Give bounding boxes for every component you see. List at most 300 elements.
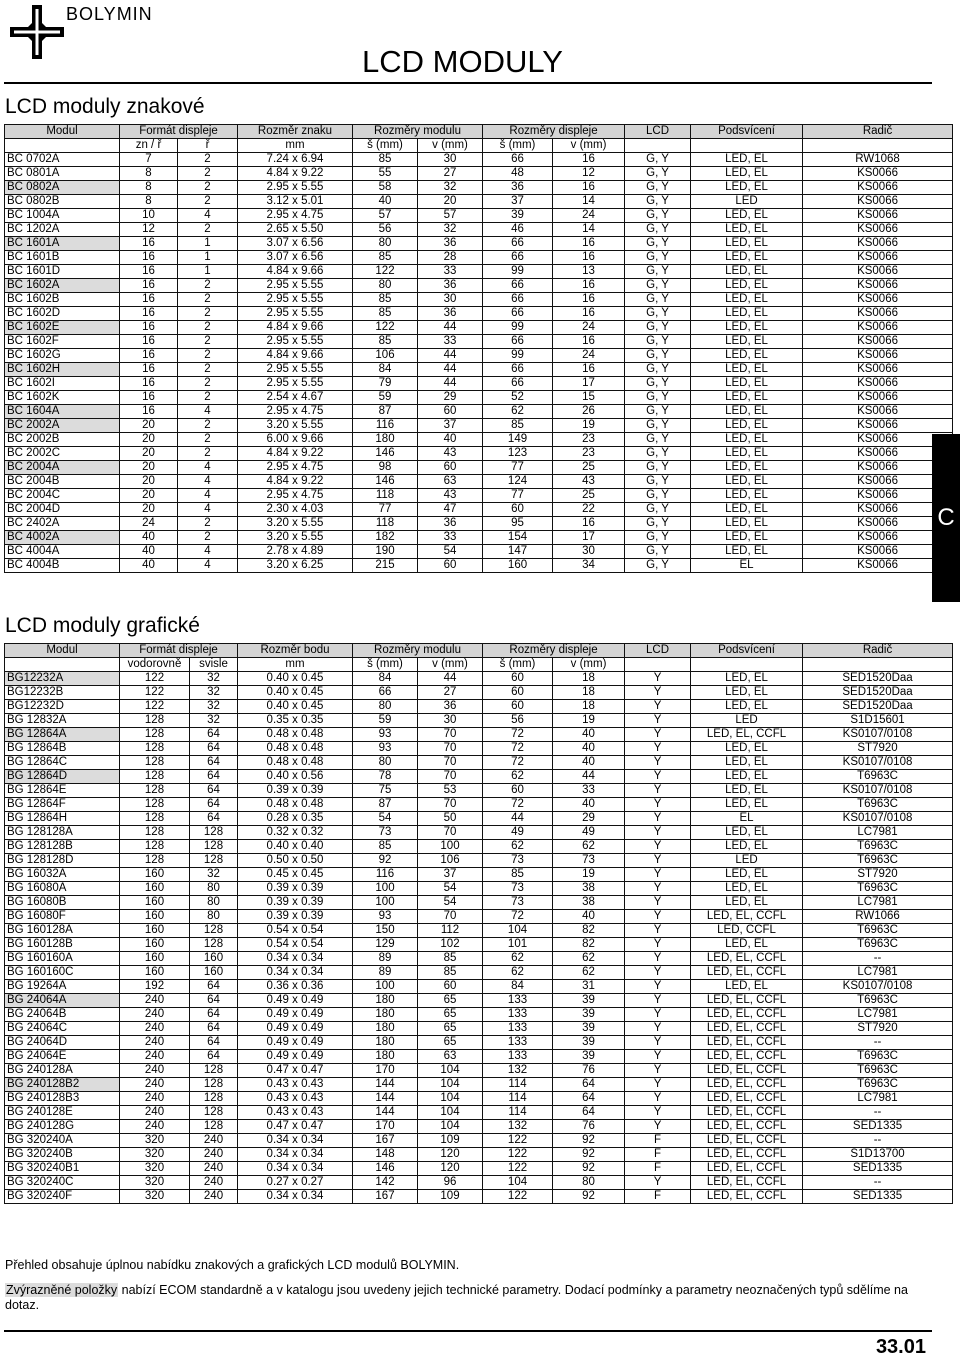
model-cell: BG 160160C — [5, 966, 120, 980]
table-cell: LED, EL — [691, 433, 803, 447]
table-cell: 44 — [418, 349, 483, 363]
table-cell: G, Y — [625, 181, 691, 195]
table-cell: 76 — [553, 1120, 625, 1134]
table-cell: 4 — [178, 405, 238, 419]
table-cell: 36 — [418, 237, 483, 251]
table-cell: LED, EL — [691, 293, 803, 307]
table-cell: G, Y — [625, 153, 691, 167]
table-cell: KS0066 — [803, 545, 953, 559]
column-subheader: š (mm) — [353, 139, 418, 153]
table-cell: KS0066 — [803, 349, 953, 363]
table-row — [5, 1176, 953, 1190]
header-row — [5, 125, 953, 139]
table-cell: 40 — [553, 728, 625, 742]
table-row — [5, 924, 953, 938]
table-cell: 4 — [178, 461, 238, 475]
table-cell: 133 — [483, 1036, 553, 1050]
section-title-character: LCD moduly znakové — [5, 95, 205, 118]
page-number: 33.01 — [875, 1336, 926, 1358]
table-cell: 170 — [353, 1064, 418, 1078]
table-row — [5, 153, 953, 167]
table-cell: 62 — [483, 840, 553, 854]
table-row — [5, 517, 953, 531]
model-cell: BG 160160A — [5, 952, 120, 966]
table-cell: 122 — [483, 1162, 553, 1176]
table-cell: 109 — [418, 1190, 483, 1204]
table-cell: 123 — [483, 447, 553, 461]
page-title: LCD MODULY — [362, 44, 563, 79]
table-cell: Y — [625, 1078, 691, 1092]
table-cell: G, Y — [625, 433, 691, 447]
model-cell: BG 12864A — [5, 728, 120, 742]
table-row — [5, 475, 953, 489]
footer-note: Přehled obsahuje úplnou nabídku znakových a grafických LCD modulů BOLYMIN. — [5, 1258, 460, 1272]
table-cell: 16 — [120, 391, 178, 405]
model-cell: BC 1602B — [5, 293, 120, 307]
table-cell: 66 — [483, 293, 553, 307]
table-cell: 99 — [483, 321, 553, 335]
table-cell: 104 — [483, 924, 553, 938]
table-cell: Y — [625, 1064, 691, 1078]
table-cell: 0.40 x 0.45 — [238, 686, 353, 700]
table-cell: 122 — [483, 1148, 553, 1162]
table-cell: 144 — [353, 1106, 418, 1120]
table-cell: 0.36 x 0.36 — [238, 980, 353, 994]
table-cell: 87 — [353, 405, 418, 419]
column-subheader: š (mm) — [483, 658, 553, 672]
table-row — [5, 251, 953, 265]
table-cell: 320 — [120, 1148, 190, 1162]
table-cell: 64 — [190, 1050, 238, 1064]
model-cell: BC 1602D — [5, 307, 120, 321]
table-cell: 60 — [418, 559, 483, 573]
table-cell: 4 — [178, 489, 238, 503]
table-row — [5, 910, 953, 924]
table-cell: 37 — [483, 195, 553, 209]
model-cell: BC 2004B — [5, 475, 120, 489]
column-subheader — [5, 658, 120, 672]
table-row — [5, 419, 953, 433]
table-cell: KS0066 — [803, 461, 953, 475]
table-cell: 43 — [553, 475, 625, 489]
column-header: Řadič — [803, 125, 953, 139]
table-cell: 114 — [483, 1092, 553, 1106]
table-cell: LC7981 — [803, 826, 953, 840]
table-cell: 0.54 x 0.54 — [238, 938, 353, 952]
table-cell: 34 — [553, 559, 625, 573]
table-cell: 29 — [553, 812, 625, 826]
table-cell: 66 — [353, 686, 418, 700]
table-cell: 4 — [178, 503, 238, 517]
table-header — [5, 644, 953, 672]
model-cell: BG 24064A — [5, 994, 120, 1008]
bolymin-logo-icon — [8, 3, 66, 61]
table-cell: ST7920 — [803, 1022, 953, 1036]
table-cell: 2.95 x 4.75 — [238, 209, 353, 223]
table-cell: 192 — [120, 980, 190, 994]
table-cell: 100 — [353, 896, 418, 910]
table-cell: LED, EL — [691, 938, 803, 952]
table-cell: 114 — [483, 1106, 553, 1120]
table-cell: 32 — [190, 686, 238, 700]
table-cell: 70 — [418, 728, 483, 742]
table-cell: Y — [625, 952, 691, 966]
model-cell: BC 1601B — [5, 251, 120, 265]
table-cell: Y — [625, 770, 691, 784]
table-cell: 93 — [353, 910, 418, 924]
table-cell: KS0066 — [803, 237, 953, 251]
section-title-graphic: LCD moduly grafické — [5, 614, 200, 637]
table-cell: 92 — [353, 854, 418, 868]
table-cell: G, Y — [625, 405, 691, 419]
table-row — [5, 167, 953, 181]
table-cell: LED, EL — [691, 447, 803, 461]
table-cell: 92 — [553, 1190, 625, 1204]
model-cell: BG 12864E — [5, 784, 120, 798]
table-cell: 144 — [353, 1078, 418, 1092]
table-cell: 18 — [553, 700, 625, 714]
table-cell: 0.48 x 0.48 — [238, 742, 353, 756]
table-cell: G, Y — [625, 223, 691, 237]
table-cell: EL — [691, 812, 803, 826]
table-cell: LED, EL — [691, 181, 803, 195]
column-subheader — [803, 139, 953, 153]
table-cell: LC7981 — [803, 896, 953, 910]
table-cell: SED1520Daa — [803, 686, 953, 700]
table-cell: Y — [625, 728, 691, 742]
model-cell: BC 1604A — [5, 405, 120, 419]
column-subheader — [691, 139, 803, 153]
table-cell: ST7920 — [803, 742, 953, 756]
table-cell: 56 — [483, 714, 553, 728]
table-cell: 3.12 x 5.01 — [238, 195, 353, 209]
table-row — [5, 1064, 953, 1078]
table-cell: Y — [625, 994, 691, 1008]
table-cell: 128 — [120, 826, 190, 840]
table-cell: 0.40 x 0.45 — [238, 700, 353, 714]
table-cell: 120 — [418, 1148, 483, 1162]
model-cell: BC 0801A — [5, 167, 120, 181]
table-cell: 240 — [120, 1050, 190, 1064]
table-cell: 3.20 x 5.55 — [238, 419, 353, 433]
table-cell: KS0066 — [803, 307, 953, 321]
table-cell: 4.84 x 9.66 — [238, 321, 353, 335]
table-cell: SED1335 — [803, 1162, 953, 1176]
table-cell: 128 — [120, 784, 190, 798]
table-cell: 33 — [553, 784, 625, 798]
table-cell: KS0066 — [803, 251, 953, 265]
column-subheader — [691, 658, 803, 672]
table-cell: 240 — [120, 1036, 190, 1050]
footer-note-highlighted — [5, 1283, 925, 1313]
table-cell: LED, EL — [691, 896, 803, 910]
table-row — [5, 700, 953, 714]
table-cell: 80 — [353, 756, 418, 770]
table-cell: ST7920 — [803, 868, 953, 882]
table-cell: 104 — [418, 1064, 483, 1078]
table-cell: 64 — [553, 1106, 625, 1120]
column-header: Řadič — [803, 644, 953, 658]
table-cell: 4.84 x 9.66 — [238, 349, 353, 363]
model-cell: BG 128128B — [5, 840, 120, 854]
table-cell: 160 — [120, 868, 190, 882]
table-row — [5, 237, 953, 251]
table-cell: 58 — [353, 181, 418, 195]
model-cell: BG 24064B — [5, 1008, 120, 1022]
column-header: LCD — [625, 644, 691, 658]
table-cell: 2.95 x 4.75 — [238, 405, 353, 419]
model-cell: BG12232B — [5, 686, 120, 700]
table-cell: 16 — [120, 335, 178, 349]
table-cell: LED — [691, 195, 803, 209]
table-cell: 133 — [483, 1008, 553, 1022]
table-cell: 0.35 x 0.35 — [238, 714, 353, 728]
table-body — [5, 153, 953, 573]
table-cell: 60 — [418, 461, 483, 475]
table-row — [5, 349, 953, 363]
model-cell: BC 4002A — [5, 531, 120, 545]
table-cell: 93 — [353, 742, 418, 756]
bottom-divider — [4, 1330, 932, 1332]
table-cell: 106 — [418, 854, 483, 868]
table-cell: T6963C — [803, 994, 953, 1008]
table-cell: 60 — [483, 686, 553, 700]
model-cell: BG 19264A — [5, 980, 120, 994]
table-cell: 0.54 x 0.54 — [238, 924, 353, 938]
table-cell: 133 — [483, 994, 553, 1008]
table-row — [5, 489, 953, 503]
table-cell: 154 — [483, 531, 553, 545]
table-cell: 60 — [483, 700, 553, 714]
column-subheader: v (mm) — [553, 658, 625, 672]
table-cell: 17 — [553, 531, 625, 545]
table-cell: 160 — [120, 882, 190, 896]
model-cell: BC 2002A — [5, 419, 120, 433]
table-cell: Y — [625, 980, 691, 994]
header-row — [5, 644, 953, 658]
table-cell: 16 — [120, 377, 178, 391]
table-cell: 44 — [553, 770, 625, 784]
table-cell: LED, EL — [691, 531, 803, 545]
table-cell: 2 — [178, 307, 238, 321]
table-cell: 50 — [418, 812, 483, 826]
table-cell: 128 — [190, 1078, 238, 1092]
table-cell: 320 — [120, 1190, 190, 1204]
table-cell: 13 — [553, 265, 625, 279]
table-cell: LED, EL, CCFL — [691, 966, 803, 980]
table-cell: 18 — [553, 686, 625, 700]
table-cell: LED, EL — [691, 517, 803, 531]
table-cell: LED, EL — [691, 545, 803, 559]
table-cell: 93 — [353, 728, 418, 742]
table-cell: 128 — [120, 728, 190, 742]
table-cell: 240 — [120, 1008, 190, 1022]
table-cell: LC7981 — [803, 1092, 953, 1106]
table-cell: 63 — [418, 475, 483, 489]
table-cell: Y — [625, 700, 691, 714]
table-row — [5, 503, 953, 517]
table-cell: 66 — [483, 377, 553, 391]
column-header: Podsvícení — [691, 125, 803, 139]
table-cell: 57 — [353, 209, 418, 223]
model-cell: BC 0802B — [5, 195, 120, 209]
table-cell: LED, EL — [691, 882, 803, 896]
table-cell: F — [625, 1148, 691, 1162]
model-cell: BG 12864D — [5, 770, 120, 784]
table-cell: 85 — [353, 153, 418, 167]
column-subheader: v (mm) — [553, 139, 625, 153]
table-cell: 64 — [190, 798, 238, 812]
model-cell: BC 1602H — [5, 363, 120, 377]
table-cell: 44 — [483, 812, 553, 826]
table-cell: 7 — [120, 153, 178, 167]
table-cell: 43 — [418, 489, 483, 503]
table-cell: G, Y — [625, 517, 691, 531]
model-cell: BC 0802A — [5, 181, 120, 195]
table-cell: 16 — [120, 321, 178, 335]
table-cell: 31 — [553, 980, 625, 994]
table-cell: 40 — [120, 559, 178, 573]
table-cell: G, Y — [625, 545, 691, 559]
table-cell: 128 — [120, 854, 190, 868]
table-cell: LED, EL — [691, 335, 803, 349]
table-cell: 78 — [353, 770, 418, 784]
table-cell: 16 — [120, 237, 178, 251]
table-cell: 52 — [483, 391, 553, 405]
table-cell: KS0066 — [803, 363, 953, 377]
table-cell: 66 — [483, 279, 553, 293]
table-cell: 46 — [483, 223, 553, 237]
table-cell: 62 — [483, 966, 553, 980]
highlight-legend: Zvýrazněné položky — [6, 1283, 118, 1297]
table-cell: 64 — [190, 784, 238, 798]
table-cell: 63 — [418, 1050, 483, 1064]
table-cell: 149 — [483, 433, 553, 447]
table-cell: KS0066 — [803, 321, 953, 335]
table-cell: LED, EL, CCFL — [691, 1008, 803, 1022]
table-cell: 180 — [353, 1036, 418, 1050]
table-cell: 160 — [190, 966, 238, 980]
table-cell: 73 — [483, 854, 553, 868]
model-cell: BG 320240C — [5, 1176, 120, 1190]
table-cell: 80 — [353, 279, 418, 293]
model-cell: BC 0702A — [5, 153, 120, 167]
table-cell: 40 — [353, 195, 418, 209]
table-cell: Y — [625, 812, 691, 826]
table-cell: 128 — [120, 742, 190, 756]
table-cell: 128 — [120, 798, 190, 812]
table-cell: 122 — [483, 1190, 553, 1204]
table-cell: G, Y — [625, 279, 691, 293]
table-cell: 2 — [178, 349, 238, 363]
table-cell: 26 — [553, 405, 625, 419]
column-header: Modul — [5, 644, 120, 658]
table-cell: 85 — [353, 335, 418, 349]
table-cell: 0.32 x 0.32 — [238, 826, 353, 840]
table-cell: 14 — [553, 195, 625, 209]
table-row — [5, 784, 953, 798]
table-cell: 82 — [553, 938, 625, 952]
table-cell: KS0066 — [803, 419, 953, 433]
table-cell: 0.34 x 0.34 — [238, 1162, 353, 1176]
table-cell: LED, EL, CCFL — [691, 1078, 803, 1092]
table-cell: 16 — [553, 251, 625, 265]
table-cell: G, Y — [625, 419, 691, 433]
table-row — [5, 952, 953, 966]
table-cell: Y — [625, 1120, 691, 1134]
table-cell: Y — [625, 938, 691, 952]
table-cell: 2.95 x 5.55 — [238, 377, 353, 391]
table-cell: 142 — [353, 1176, 418, 1190]
model-cell: BC 4004B — [5, 559, 120, 573]
table-cell: LED, EL, CCFL — [691, 1022, 803, 1036]
table-row — [5, 994, 953, 1008]
table-cell: 0.43 x 0.43 — [238, 1092, 353, 1106]
model-cell: BG 12864F — [5, 798, 120, 812]
table-cell: KS0066 — [803, 209, 953, 223]
table-cell: 0.49 x 0.49 — [238, 1050, 353, 1064]
model-cell: BG 16080A — [5, 882, 120, 896]
table-cell: 85 — [353, 307, 418, 321]
table-cell: 320 — [120, 1134, 190, 1148]
table-cell: KS0107/0108 — [803, 812, 953, 826]
table-row — [5, 980, 953, 994]
model-cell: BG 240128B3 — [5, 1092, 120, 1106]
table-cell: G, Y — [625, 335, 691, 349]
table-cell: 0.47 x 0.47 — [238, 1120, 353, 1134]
table-cell: 16 — [120, 349, 178, 363]
table-cell: KS0107/0108 — [803, 980, 953, 994]
table-cell: 62 — [553, 840, 625, 854]
table-cell: 180 — [353, 994, 418, 1008]
table-cell: 118 — [353, 489, 418, 503]
graphic-modules-table — [4, 643, 953, 1204]
table-cell: 320 — [120, 1176, 190, 1190]
table-cell: 72 — [483, 798, 553, 812]
table-cell: 85 — [418, 952, 483, 966]
table-cell: 24 — [120, 517, 178, 531]
table-cell: 122 — [120, 672, 190, 686]
table-cell: KS0066 — [803, 503, 953, 517]
table-cell: 40 — [553, 742, 625, 756]
table-cell: 132 — [483, 1120, 553, 1134]
column-subheader: v (mm) — [418, 139, 483, 153]
table-cell: 2.95 x 5.55 — [238, 181, 353, 195]
column-subheader: zn / ř — [120, 139, 178, 153]
table-cell: KS0066 — [803, 531, 953, 545]
table-cell: 240 — [120, 1120, 190, 1134]
table-cell: 2.95 x 5.55 — [238, 279, 353, 293]
column-subheader — [625, 139, 691, 153]
table-cell: 20 — [120, 489, 178, 503]
model-cell: BC 1602F — [5, 335, 120, 349]
table-cell: 33 — [418, 335, 483, 349]
table-cell: 64 — [553, 1078, 625, 1092]
table-cell: 122 — [120, 686, 190, 700]
table-cell: LED, EL — [691, 672, 803, 686]
table-cell: 92 — [553, 1134, 625, 1148]
table-cell: 150 — [353, 924, 418, 938]
column-header: Podsvícení — [691, 644, 803, 658]
table-cell: 1 — [178, 265, 238, 279]
table-cell: 64 — [190, 1036, 238, 1050]
table-cell: LED, EL — [691, 868, 803, 882]
table-cell: 56 — [353, 223, 418, 237]
table-cell: 62 — [553, 966, 625, 980]
table-cell: LED, EL — [691, 377, 803, 391]
table-cell: 102 — [418, 938, 483, 952]
table-cell: KS0107/0108 — [803, 756, 953, 770]
